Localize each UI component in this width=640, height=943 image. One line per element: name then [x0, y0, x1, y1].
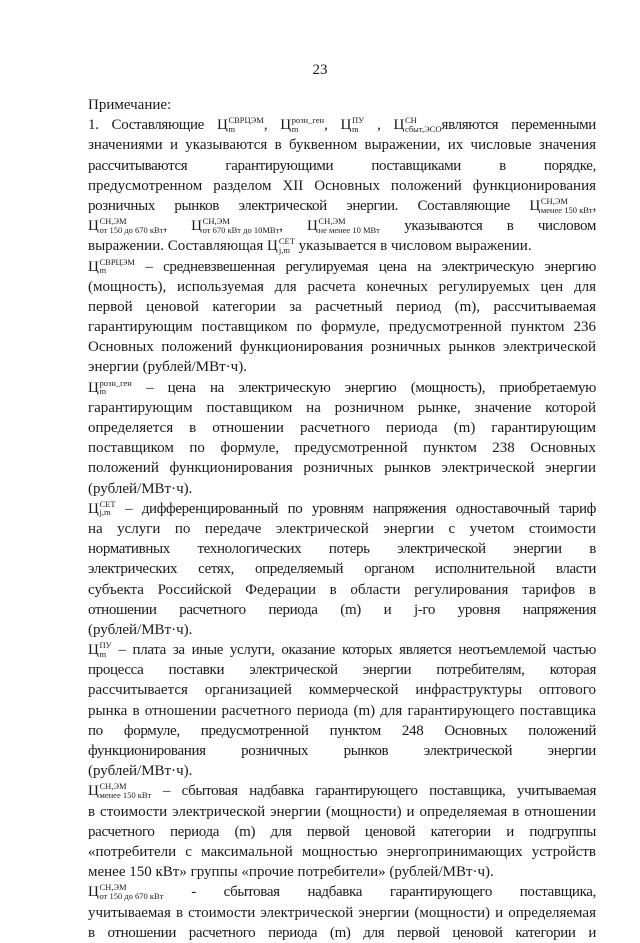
text-line — [88, 842, 596, 862]
text-line — [88, 337, 596, 357]
formula-superscript: СЕТ — [99, 498, 116, 509]
formula-superscript: СН,ЭМ — [318, 216, 346, 227]
text-line — [88, 640, 596, 660]
line-text: розничных рынков электрической энергии. Составляющие Ц — [88, 197, 540, 214]
line-text: предусмотренном разделом XII Основных положений функционирования — [88, 177, 596, 194]
formula-subscript: не менее 10 МВт — [318, 224, 380, 235]
text-line — [88, 903, 596, 923]
line-text: энергии (рублей/МВт·ч). — [88, 359, 247, 376]
formula-subscript: j,m — [99, 507, 111, 518]
line-text: , Ц — [364, 117, 404, 134]
text-line — [88, 559, 596, 579]
formula-superscript: розн_ген — [291, 115, 325, 126]
formula-superscript: СН,ЭМ — [99, 882, 127, 893]
line-text: Примечание: — [88, 97, 172, 113]
line-text: (мощность), используемая для расчета конечных регулируемых цен для — [88, 278, 596, 295]
line-text: на услуги по передаче электрической энергии с учетом стоимости — [88, 520, 596, 537]
line-text: функционирования розничных рынков электрической энергии — [88, 743, 596, 759]
text-line — [88, 277, 596, 297]
line-text: Ц — [88, 642, 99, 659]
line-text: первой ценовой категории за расчетный период (m), рассчитываемая — [88, 298, 596, 315]
line-text: - сбытовая надбавка гарантирующего поставщика, — [163, 884, 596, 901]
text-line — [88, 438, 596, 458]
line-text: Ц — [88, 379, 99, 396]
line-text: Основных положений функционирования розничных рынков электрической — [88, 339, 596, 356]
formula-subscript: m — [99, 386, 107, 397]
line-text: – плата за иные услуги, оказание которых является неотъемлемой частью — [111, 642, 596, 659]
line-text: являются переменными — [441, 117, 596, 134]
text-line — [88, 580, 596, 600]
formula-subscript: от 150 до 670 кВт — [99, 224, 164, 235]
text-line — [88, 600, 596, 620]
formula-index — [99, 258, 134, 275]
text-line — [88, 398, 596, 418]
formula-index — [99, 500, 115, 517]
line-text: , — [592, 197, 596, 214]
text-line — [88, 156, 596, 176]
formula-index — [99, 883, 163, 900]
line-text: (рублей/МВт·ч). — [88, 480, 193, 497]
formula-index — [279, 237, 295, 254]
formula-index — [405, 116, 442, 133]
line-text: – дифференцированный по уровням напряжения одноставочный тариф — [115, 500, 596, 517]
line-text: указывается в числовом выражении. — [294, 238, 532, 255]
formula-subscript: m — [99, 648, 107, 659]
text-line — [88, 680, 596, 700]
formula-superscript: ПУ — [99, 640, 112, 651]
line-text: Ц — [88, 884, 99, 901]
formula-index — [99, 217, 163, 234]
formula-index — [228, 116, 263, 133]
text-line — [88, 135, 596, 155]
line-text: расчетного периода (m) для первой ценовой категории и подгруппы — [88, 823, 596, 840]
formula-superscript: СВРЦЭМ — [99, 256, 135, 267]
formula-superscript: СН — [404, 115, 417, 126]
line-text: менее 150 кВт» группы «прочие потребители» (рублей/МВт·ч). — [88, 864, 494, 881]
formula-subscript: m — [351, 123, 359, 134]
text-line — [88, 317, 596, 337]
line-text: указываются в числовом — [379, 218, 596, 235]
text-line — [88, 499, 596, 519]
text-line — [88, 176, 596, 196]
formula-subscript: m — [228, 123, 236, 134]
line-text: поставщиком по формуле, предусмотренной пунктом 238 Основных — [88, 440, 596, 457]
text-line — [88, 115, 596, 135]
formula-index — [352, 116, 364, 133]
line-text: рассчитываются гарантирующими поставщиками в порядке, — [88, 157, 596, 174]
text-line — [88, 660, 596, 680]
line-text: нормативных технологических потерь электрической энергии в — [88, 541, 596, 558]
formula-superscript: ПУ — [351, 115, 365, 126]
formula-subscript: менее 150 кВт — [540, 204, 593, 215]
line-text: Ц — [88, 500, 99, 517]
line-text: Ц — [88, 218, 99, 235]
line-text: , Ц — [324, 117, 351, 134]
text-line — [88, 418, 596, 438]
text-line — [88, 701, 596, 721]
line-text: Ц — [88, 783, 99, 800]
formula-subscript: m — [99, 265, 107, 276]
text-line — [88, 923, 596, 943]
text-line — [88, 519, 596, 539]
text-line — [88, 257, 596, 277]
text-line — [88, 802, 596, 822]
formula-subscript: сбыт,ЭСО — [404, 123, 442, 134]
line-text: гарантирующим поставщиком на розничном рынке, значение которой — [88, 399, 596, 416]
formula-superscript: СН,ЭМ — [99, 216, 127, 227]
line-text: рынка в отношении расчетного периода (m) для гарантирующего поставщика — [88, 702, 596, 719]
formula-subscript: менее 150 кВт — [99, 789, 152, 800]
text-line — [88, 761, 596, 781]
formula-superscript: СН,ЭМ — [99, 781, 127, 792]
formula-subscript: от 150 до 670 кВт — [99, 890, 164, 901]
text-line — [88, 95, 596, 115]
line-text: «потребители с максимальной мощностью энергопринимающих устройств — [88, 843, 596, 860]
text-line — [88, 862, 596, 882]
line-text: электрических сетях, определяемый органом исполнительной власти — [88, 561, 596, 578]
text-line — [88, 216, 596, 236]
text-line — [88, 822, 596, 842]
formula-superscript: СН,ЭМ — [540, 196, 568, 206]
line-text: , Ц — [263, 117, 291, 134]
line-text: в стоимости электрической энергии (мощности) и определяемая в отношении — [88, 803, 596, 820]
formula-index — [99, 379, 131, 396]
line-text: – средневзвешенная регулируемая цена на электрическую энергию — [134, 258, 596, 275]
line-text: (рублей/МВт·ч). — [88, 763, 193, 780]
formula-index — [203, 217, 280, 234]
formula-superscript: СН,ЭМ — [202, 216, 230, 227]
line-text: определяется в отношении расчетного периода (m) гарантирующим — [88, 420, 596, 436]
document-body — [88, 95, 596, 943]
text-line — [88, 196, 596, 216]
text-line — [88, 357, 596, 377]
line-text: процесса поставки электрической энергии потребителям, которая — [88, 662, 596, 679]
formula-index — [319, 217, 380, 234]
text-line — [88, 479, 596, 499]
text-line — [88, 882, 596, 902]
formula-index — [99, 782, 151, 799]
line-text: , Ц — [279, 218, 318, 235]
text-line — [88, 458, 596, 478]
text-line — [88, 378, 596, 398]
line-text: отношении расчетного периода (m) и j-го уровня напряжения — [88, 601, 596, 618]
formula-subscript: m — [291, 123, 299, 134]
line-text: Ц — [88, 258, 99, 275]
formula-superscript: СЕТ — [278, 236, 295, 247]
line-text: (рублей/МВт·ч). — [88, 621, 193, 638]
line-text: учитываемая в стоимости электрической энергии (мощности) и определяемая — [88, 904, 596, 921]
formula-index — [292, 116, 324, 133]
line-text: рассчитывается организацией коммерческой инфраструктуры оптового — [88, 682, 596, 699]
formula-subscript: от 670 кВт до 10МВт — [202, 224, 280, 235]
text-line — [88, 741, 596, 761]
text-line — [88, 297, 596, 317]
formula-subscript: j,m — [278, 244, 290, 255]
text-line — [88, 620, 596, 640]
line-text: значениями и указываются в буквенном выражении, их числовые значения — [88, 137, 596, 154]
text-line — [88, 781, 596, 801]
line-text: – цена на электрическую энергию (мощность), приобретаемую — [131, 379, 596, 396]
line-text: – сбытовая надбавка гарантирующего поставщика, учитываемая — [151, 783, 596, 800]
line-text: 1. Составляющие Ц — [88, 117, 228, 134]
formula-superscript: розн_ген — [99, 377, 132, 388]
formula-superscript: СВРЦЭМ — [228, 115, 264, 126]
line-text: положений функционирования розничных рынков электрической энергии — [88, 460, 596, 477]
page-number: 23 — [312, 62, 328, 78]
line-text: по формуле, предусмотренной пунктом 248 Основных положений — [88, 722, 596, 739]
formula-index — [99, 641, 111, 658]
text-line — [88, 236, 596, 256]
text-line — [88, 539, 596, 559]
line-text: в отношении расчетного периода (m) для первой ценовой категории и — [88, 924, 596, 941]
line-text: гарантирующим поставщиком по формуле, предусмотренной пунктом 236 — [88, 319, 596, 336]
line-text: выражении. Составляющая Ц — [88, 238, 278, 255]
text-line — [88, 721, 596, 741]
line-text: субъекта Российской Федерации в области регулирования тарифов в — [88, 581, 596, 598]
line-text: , Ц — [163, 218, 202, 235]
formula-index — [541, 197, 593, 214]
